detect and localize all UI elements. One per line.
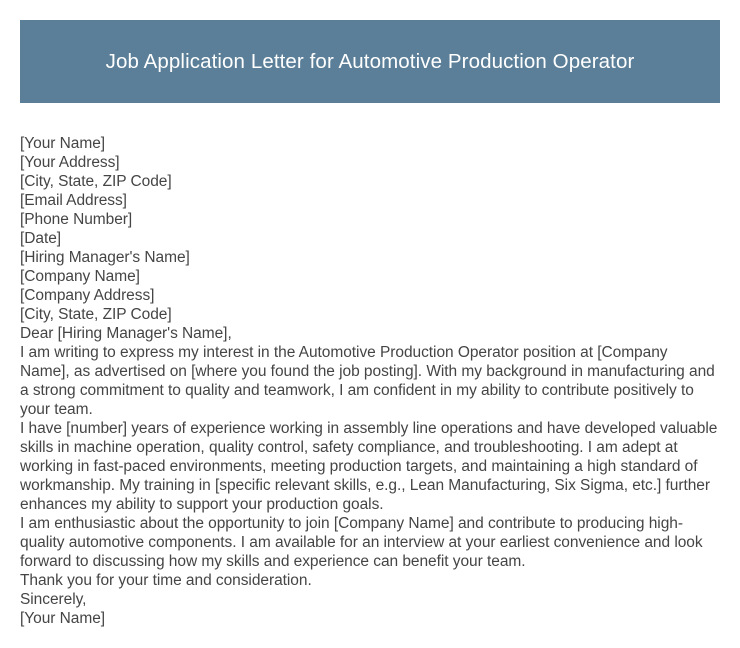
letter-body: [20, 134, 720, 628]
sender-name: [Your Name]: [20, 135, 106, 152]
page-title: Job Application Letter for Automotive Production Operator: [105, 49, 635, 73]
recipient-city-state-zip: [City, State, ZIP Code]: [20, 306, 172, 323]
recipient-company: [Company Name]: [20, 268, 140, 285]
sign-off: Sincerely,: [20, 591, 87, 608]
sender-city-state-zip: [City, State, ZIP Code]: [20, 173, 172, 190]
sender-email: [Email Address]: [20, 192, 127, 209]
body-paragraph-experience: I have [number] years of experience working in assembly line operations and have developed valuable skills in machine operation, quality control, safety compliance, and troubleshooting. I am adept at working in fast-paced environments, meeting production targets, and maintaining a high standard of workmanship. My training in [specific relevant skills, e.g., Lean Manufacturing, Six Sigma, etc.] further enhances my ability to support your production goals.: [20, 420, 718, 513]
sender-block: [20, 134, 720, 229]
body-paragraph-intro: I am writing to express my interest in the Automotive Production Operator position at [Company Name], as advertised on [where you found the job posting]. With my background in manufacturing and a strong commitment to quality and teamwork, I am confident in my ability to contribute positively to your team.: [20, 344, 715, 418]
body-paragraph-closing: I am enthusiastic about the opportunity to join [Company Name] and contribute to producing high-quality automotive components. I am available for an interview at your earliest convenience and look forward to discussing how my skills and experience can benefit your team.: [20, 515, 703, 570]
sender-address: [Your Address]: [20, 154, 120, 171]
sender-phone: [Phone Number]: [20, 211, 133, 228]
signature: [Your Name]: [20, 610, 106, 627]
recipient-company-address: [Company Address]: [20, 287, 155, 304]
salutation: Dear [Hiring Manager's Name],: [20, 325, 232, 342]
letter-date: [Date]: [20, 230, 62, 247]
recipient-name: [Hiring Manager's Name]: [20, 249, 190, 266]
recipient-block: [20, 248, 720, 324]
closing-thanks: Thank you for your time and consideration.: [20, 572, 312, 589]
title-banner: [20, 20, 720, 103]
